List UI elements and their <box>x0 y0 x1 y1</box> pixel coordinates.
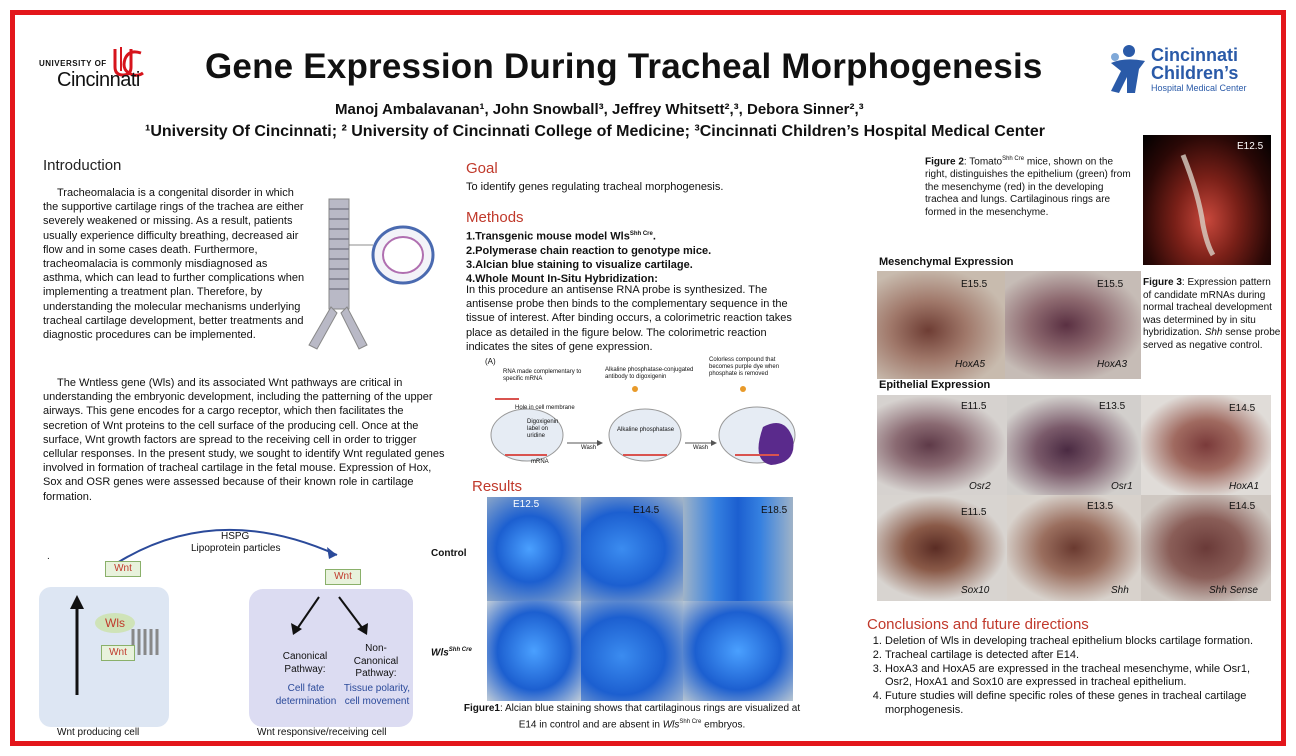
wnt-inner-label: Wnt <box>101 645 135 661</box>
figure3-caption-shh: Shh <box>1204 327 1223 339</box>
hoxa5-stage: E15.5 <box>961 279 988 290</box>
ish-osr2-e11-5 <box>877 395 1007 495</box>
shh-sense-stage: E14.5 <box>1229 501 1256 512</box>
introduction-heading: Introduction <box>43 157 122 174</box>
cincinnati-childrens-logo <box>1105 43 1265 99</box>
receiving-cell-label: Wnt responsive/receiving cell <box>257 727 387 738</box>
osr2-stage: E11.5 <box>961 401 987 412</box>
row-label-wls <box>431 647 472 658</box>
wnt-ligand-right: Wnt <box>325 569 361 585</box>
row-label-control: Control <box>431 548 467 559</box>
figure3-caption-end: sense probe served as negative control. <box>1143 327 1281 351</box>
hoxa1-stage: E14.5 <box>1229 403 1256 414</box>
alcian-label-e18-5: E18.5 <box>761 505 788 516</box>
alcian-control-e12-5 <box>487 497 581 601</box>
osr1-stage: E13.5 <box>1099 401 1126 412</box>
alcian-wls-e12-5 <box>487 601 581 701</box>
figure2-image-label: E12.5 <box>1237 141 1264 152</box>
non-canonical-pathway-label: Non-Canonical Pathway: <box>353 643 399 680</box>
ish-wash-1: Wash <box>581 445 597 451</box>
ish-text-1: RNA made complementary to specific mRNA <box>503 369 582 382</box>
shh-stage: E13.5 <box>1087 501 1114 512</box>
methods-list <box>466 227 806 286</box>
cch-logo-line2: Children’s <box>1151 63 1239 83</box>
producing-cell-label: Wnt producing cell <box>57 727 140 738</box>
shh-gene: Shh <box>1111 585 1129 596</box>
sox10-gene: Sox10 <box>961 585 990 596</box>
hoxa3-gene: HoxA3 <box>1097 359 1128 370</box>
figure1-caption-wls: Wls <box>662 718 680 730</box>
goal-text: To identify genes regulating tracheal morphogenesis. <box>466 181 724 193</box>
ish-osr1-e13-5 <box>1007 395 1141 495</box>
poster <box>10 10 1286 746</box>
ish-text-4: Colorless compound that becomes purple dye when phosphate is removed <box>709 357 780 377</box>
ish-hoxa3-e15-5 <box>1005 271 1141 379</box>
row-label-wls-text: Wls <box>431 647 449 659</box>
methods-description: In this procedure an antisense RNA probe is synthesized. The antisense probe then binds to the complementary sequence in the tissue of interest. After binding occurs, a colorimetric reaction takes place as detailed in the figure below. The colorimetric reaction indicates the sites of gene expression. <box>466 284 792 353</box>
ish-hoxa5-e15-5 <box>877 271 1005 379</box>
introduction-paragraph-1: Tracheomalacia is a congenital disorder in which the supportive cartilage rings of the trachea are either severely weakened or missing. As a result, patients usually experience difficulty breathing, decreased air flow and in some cases death. Furthermore, tracheomalacia is commonly misdiagnosed as asthma, which can lead to further complications when implementing a treatment plan. Therefore, by understanding the molecular mechanisms underlying tracheal cartilage development, better treatments and diagnostic procedures can be implemented. <box>43 187 305 342</box>
ish-wash-2: Wash <box>693 445 709 451</box>
affiliations: ¹University Of Cincinnati; ² University of Cincinnati College of Medicine; ³Cincinnati Children’s Hospital Medical Center <box>145 123 1045 140</box>
row-label-wls-sup: Shh Cre <box>448 647 472 653</box>
methods-item-1-text: 1.Transgenic mouse model Wls <box>466 230 630 243</box>
wls-label: Wls <box>95 613 135 633</box>
sox10-stage: E11.5 <box>961 507 987 518</box>
alcian-label-e14-5: E14.5 <box>633 505 660 516</box>
methods-item-3: 3.Alcian blue staining to visualize cartilage. <box>466 259 693 272</box>
authors: Manoj Ambalavanan¹, John Snowball³, Jeffrey Whitsett²,³, Debora Sinner²,³ <box>335 101 864 118</box>
alcian-label-e12-5: E12.5 <box>513 499 540 510</box>
methods-item-2: 2.Polymerase chain reaction to genotype mice. <box>466 244 712 257</box>
dot-mark: . <box>47 551 50 562</box>
ish-text-3: Alkaline phosphatase-conjugated antibody to digoxigenin <box>605 367 694 380</box>
cch-logo-line1: Cincinnati <box>1151 45 1239 65</box>
ish-figure-label: (A) <box>485 357 496 366</box>
conclusion-item-3: 3. HoxA3 and HoxA5 are expressed in the tracheal mesenchyme, while Osr1, Osr2, HoxA1 and Sox10 are expressed in tracheal epithelium. <box>885 663 1277 691</box>
figure3-caption-label: Figure 3 <box>1143 277 1182 288</box>
figure2-caption <box>925 153 1131 219</box>
conclusions-list <box>867 635 1277 718</box>
alcian-wls-e14-5 <box>581 601 683 701</box>
ish-text-7: mRNA <box>531 459 549 465</box>
conclusion-item-4: 4. Future studies will define specific roles of these genes in tracheal cartilage morphogenesis. <box>885 690 1277 718</box>
ish-shh-sense-e14-5 <box>1141 495 1271 601</box>
alcian-wls-e18-5 <box>683 601 793 701</box>
ish-text-2: Hole in cell membrane <box>515 405 575 411</box>
goal-heading: Goal <box>466 160 498 177</box>
wnt-ligand-left: Wnt <box>105 561 141 577</box>
tissue-polarity-label: Tissue polarity, cell movement <box>343 683 411 707</box>
epithelial-expression-heading: Epithelial Expression <box>879 379 991 391</box>
figure2-caption-tomato: : Tomato <box>963 156 1003 168</box>
alcian-control-e14-5 <box>581 497 683 601</box>
uc-logo-small-text: UNIVERSITY OF <box>39 59 107 68</box>
methods-item-4: 4.Whole Mount In-Situ Hybridization: <box>466 273 658 286</box>
figure2-caption-sup: Shh Cre <box>1002 156 1025 162</box>
methods-item-1-sup: Shh Cre <box>629 231 653 237</box>
alcian-control-e18-5 <box>683 497 793 601</box>
figure3-caption <box>1143 277 1281 353</box>
university-of-cincinnati-logo <box>37 45 177 103</box>
figure1-caption-text: : Alcian blue staining shows that cartilaginous rings are visualized at E14 in control and are absent in <box>499 703 801 730</box>
hspg-label: HSPG <box>221 531 250 542</box>
hoxa5-gene: HoxA5 <box>955 359 986 370</box>
conclusion-item-1: 1. Deletion of Wls in developing tracheal epithelium blocks cartilage formation. <box>885 635 1277 649</box>
figure1-caption-label: Figure1 <box>463 703 500 714</box>
ish-shh-e13-5 <box>1007 495 1141 601</box>
osr2-gene: Osr2 <box>969 481 991 492</box>
figure1-caption-sup: Shh Cre <box>679 718 702 725</box>
cell-fate-label: Cell fate determination <box>275 683 337 707</box>
figure1-caption-end: embryos. <box>701 718 746 730</box>
figure3-caption-text: : Expression pattern of candidate mRNAs during normal tracheal development was determined by in situ hybridization. <box>1143 277 1272 339</box>
hoxa1-gene: HoxA1 <box>1229 481 1260 492</box>
ish-text-5: Digoxigenin label on uridine <box>527 419 559 439</box>
tomato-shh-cre-image <box>1143 135 1271 265</box>
introduction-paragraph-2 <box>43 376 445 504</box>
lipoprotein-label: Lipoprotein particles <box>191 543 281 554</box>
methods-item-1-end: . <box>652 230 656 243</box>
poster-title: Gene Expression During Tracheal Morphogenesis <box>205 47 1043 86</box>
uc-logo-big-text: Cincinnati <box>57 69 140 91</box>
trachea-illustration <box>301 195 441 365</box>
figure2-caption-label: Figure 2 <box>925 156 964 168</box>
cch-logo-line3: Hospital Medical Center <box>1151 83 1247 93</box>
methods-item-1 <box>466 227 806 244</box>
in-situ-hybridization-figure <box>485 355 805 473</box>
methods-heading: Methods <box>466 209 524 226</box>
mesenchymal-expression-heading: Mesenchymal Expression <box>879 256 1014 268</box>
shh-sense-gene: Shh Sense <box>1209 585 1258 596</box>
intro-para2-text: The Wntless gene (Wls) and its associated Wnt pathways are critical in understanding the embryonic development, including the patterning of the upper airways. This gene encodes for a cargo receptor, which then facilitates the secretion of Wnt proteins to the cell surface of the producing cell. Once at the surface, Wnt growth factors are spread to the receiving cell in order to trigger cellular responses. In the present study, we sought to identify Wnt regulated genes involved in formation of tracheal cartilage in the fetal mouse. Expression of Hox, Sox and OSR genes were assessed because of their known role in cartilage formation. <box>43 377 445 503</box>
ish-hoxa1-e14-5 <box>1141 395 1271 495</box>
figure2-caption-text: mice, shown on the right, distinguishes the epithelium (green) from the mesenchyme (red) in the developing trachea and lungs. Cartilaginous rings are formed in the mesenchyme. <box>925 156 1131 218</box>
ish-text-6: Alkaline phosphatase <box>617 427 675 433</box>
wnt-signaling-diagram <box>37 505 437 738</box>
results-heading: Results <box>472 478 523 495</box>
osr1-gene: Osr1 <box>1111 481 1133 492</box>
figure1-caption <box>457 703 807 732</box>
conclusions-heading: Conclusions and future directions <box>867 616 1089 633</box>
hoxa3-stage: E15.5 <box>1097 279 1124 290</box>
ish-sox10-e11-5 <box>877 495 1007 601</box>
conclusion-item-2: 2. Tracheal cartilage is detected after E14. <box>885 649 1277 663</box>
canonical-pathway-label: Canonical Pathway: <box>282 651 328 675</box>
